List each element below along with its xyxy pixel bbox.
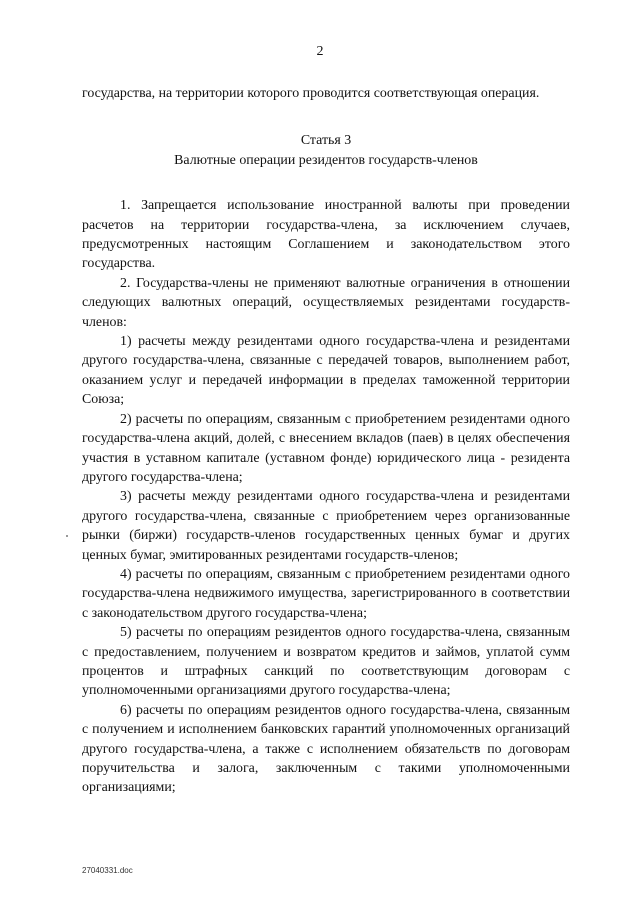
article-number: Статья 3 — [300, 133, 352, 149]
article-title: Валютные операции резидентов государств-членов — [174, 152, 478, 168]
paragraph-continuation: государства, на территории которого проводится соответствующая операция. — [82, 86, 540, 101]
paragraph-item-6: 6) расчеты по операциям резидентов одного государства-члена, связанным с получением и исполнением банковских гарантий уполномоченных организаций другого государства-члена, а также с исполнением обязательств по договорам поручительства и залога, заключенным с такими уполномоченными организациями; — [82, 702, 570, 796]
document-body — [82, 84, 570, 798]
footer-filename: 27040331.doc — [82, 866, 133, 875]
paragraph-clause-2: 2. Государства-члены не применяют валютные ограничения в отношении следующих валютных операций, осуществляемых резидентами государств-членов: — [82, 275, 570, 330]
scan-speck — [66, 535, 68, 537]
paragraph-clause-1: 1. Запрещается использование иностранной валюты при проведении расчетов на территории государства-члена, за исключением случаев, предусмотренных настоящим Соглашением и законодательством этого государства. — [82, 198, 570, 272]
paragraph-item-1: 1) расчеты между резидентами одного государства-члена и резидентами другого государства-члена, связанные с передачей товаров, выполнением работ, оказанием услуг и передачей информации в пределах таможенной территории Союза; — [82, 334, 570, 408]
paragraph-item-3: 3) расчеты между резидентами одного государства-члена и резидентами другого государства-члена, связанные с приобретением через организованные рынки (биржи) государств-членов государственных ценных бумаг и других ценных бумаг, эмитированных резидентами государств-членов; — [82, 489, 570, 563]
paragraph-item-5: 5) расчеты по операциям резидентов одного государства-члена, связанным с предоставлением, получением и возвратом кредитов и займов, уплатой сумм процентов и штрафных санкций по соответствующим договорам с уполномоченными организациями другого государства-члена; — [82, 625, 570, 699]
paragraph-item-2: 2) расчеты по операциям, связанным с приобретением резидентами одного государства-члена акций, долей, с внесением вкладов (паев) в целях обеспечения участия в уставном капитале (уставном фонде) юридического лица - резидента другого государства-члена; — [82, 411, 570, 485]
paragraph-item-4: 4) расчеты по операциям, связанным с приобретением резидентами одного государства-члена недвижимого имущества, зарегистрированного в соответствии с законодательством другого государства-члена; — [82, 566, 570, 621]
page-number: 2 — [316, 44, 324, 59]
